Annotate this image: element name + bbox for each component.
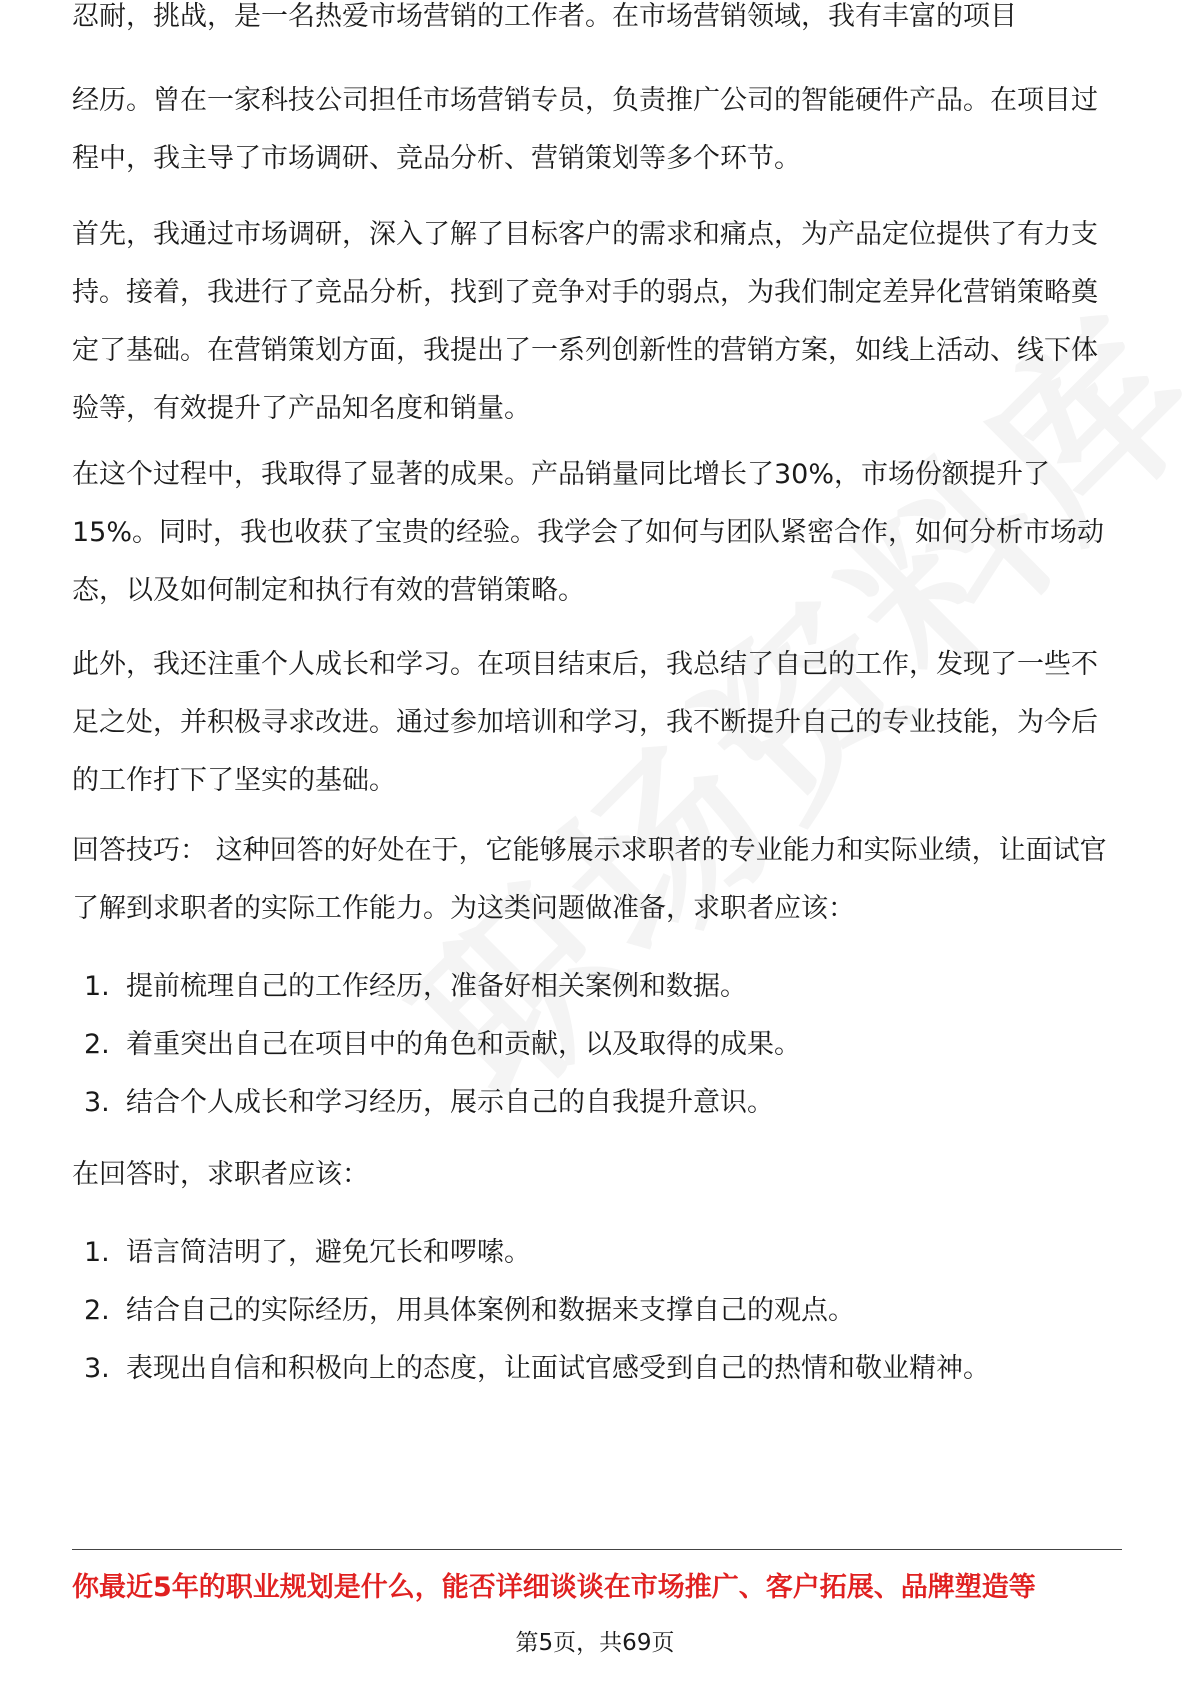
- list-item-text: 表现出自信和积极向上的态度，让面试官感受到自己的热情和敬业精神。: [126, 1353, 990, 1384]
- cut-off-line: 忍耐，挑战，是一名热爱市场营销的工作者。在市场营销领域，我有丰富的项目: [72, 1, 1017, 32]
- list-item: [84, 1016, 1124, 1074]
- list-number: 2.: [84, 1029, 110, 1060]
- list-number: 1.: [84, 1237, 110, 1268]
- paragraph-text: 在这个过程中，我取得了显著的成果。产品销量同比增长了30%，市场份额提升了15%。同时，我也收获了宝贵的经验。我学会了如何与团队紧密合作，如何分析市场动态，以及如何制定和执行有效的营销策略。: [72, 459, 1105, 606]
- list-item: [84, 1282, 1124, 1340]
- page-number: 第5页，共69页: [515, 1630, 675, 1656]
- divider: [72, 1549, 1122, 1550]
- list-item-text: 语言简洁明了，避免冗长和啰嗦。: [126, 1237, 531, 1268]
- paragraph-text: 经历。曾在一家科技公司担任市场营销专员，负责推广公司的智能硬件产品。在项目过程中，我主导了市场调研、竞品分析、营销策划等多个环节。: [72, 85, 1098, 174]
- preparation-list: [84, 958, 1124, 1132]
- paragraph-3: [72, 446, 1122, 620]
- list-item: [84, 958, 1124, 1016]
- list-item-text: 着重突出自己在项目中的角色和贡献，以及取得的成果。: [126, 1029, 801, 1060]
- paragraph-text: 回答技巧： 这种回答的好处在于，它能够展示求职者的专业能力和实际业绩，让面试官了解到求职者的实际工作能力。为这类问题做准备，求职者应该：: [72, 835, 1107, 924]
- answer-guidelines-list: [84, 1224, 1124, 1398]
- paragraph-1: [72, 72, 1122, 188]
- list-number: 1.: [84, 971, 110, 1002]
- list-item: [84, 1340, 1124, 1398]
- paragraph-2: [72, 206, 1122, 438]
- list-number: 3.: [84, 1353, 110, 1384]
- list-item: [84, 1224, 1124, 1282]
- list-number: 2.: [84, 1295, 110, 1326]
- paragraph-4: [72, 636, 1122, 810]
- answer-tips-paragraph: [72, 822, 1122, 938]
- paragraph-text: 此外，我还注重个人成长和学习。在项目结束后，我总结了自己的工作，发现了一些不足之处，并积极寻求改进。通过参加培训和学习，我不断提升自己的专业技能，为今后的工作打下了坚实的基础。: [72, 649, 1098, 796]
- next-question-heading: 你最近5年的职业规划是什么，能否详细谈谈在市场推广、客户拓展、品牌塑造等: [72, 1572, 1036, 1603]
- list-item-text: 结合个人成长和学习经历，展示自己的自我提升意识。: [126, 1087, 774, 1118]
- paragraph-text: 首先，我通过市场调研，深入了解了目标客户的需求和痛点，为产品定位提供了有力支持。接着，我进行了竞品分析，找到了竞争对手的弱点，为我们制定差异化营销策略奠定了基础。在营销策划方面，我提出了一系列创新性的营销方案，如线上活动、线下体验等，有效提升了产品知名度和销量。: [72, 219, 1098, 424]
- list-item: [84, 1074, 1124, 1132]
- answer-lead-text: 在回答时，求职者应该：: [72, 1159, 369, 1190]
- list-item-text: 结合自己的实际经历，用具体案例和数据来支撑自己的观点。: [126, 1295, 855, 1326]
- list-item-text: 提前梳理自己的工作经历，准备好相关案例和数据。: [126, 971, 747, 1002]
- list-number: 3.: [84, 1087, 110, 1118]
